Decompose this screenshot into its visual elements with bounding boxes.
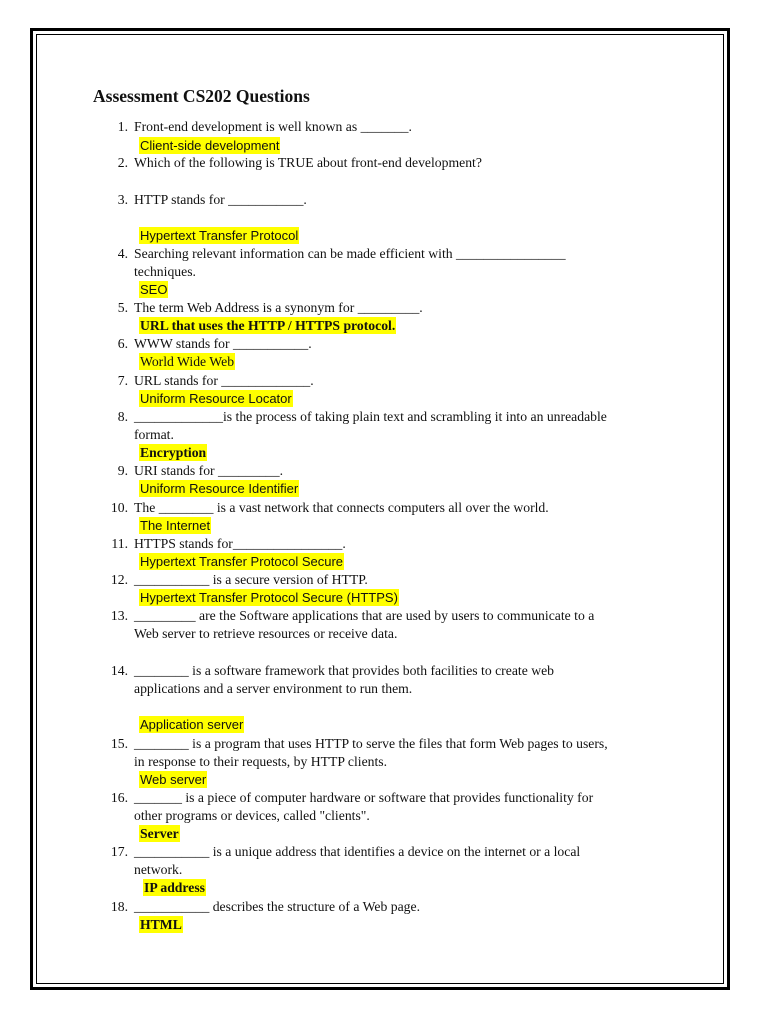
question-number: 14. [110,663,128,678]
answer-6: World Wide Web [140,354,235,369]
answer-4: SEO [140,282,168,297]
question-text: _______ is a piece of computer hardware or software that provides functionality for other programs or devices, called "clients". [134,790,594,823]
answer-17: IP address [144,880,205,895]
answer-9: Uniform Resource Identifier [140,481,299,496]
question-text: URI stands for _________. [134,463,284,478]
question-number: 18. [110,899,128,914]
question-number: 3. [117,192,128,207]
question-number: 11. [111,536,128,551]
answer-3: Hypertext Transfer Protocol [140,228,299,243]
question-number: 13. [110,608,128,623]
answer-1: Client-side development [140,138,280,153]
question-number: 15. [110,736,128,751]
question-text: The ________ is a vast network that connects computers all over the world. [134,500,549,515]
question-number: 8. [117,409,128,424]
question-number: 5. [117,300,128,315]
question-number: 17. [110,844,128,859]
question-text: ___________ is a unique address that identifies a device on the internet or a local network. [134,844,581,877]
answer-8: Encryption [140,445,207,460]
question-number: 10. [110,500,128,515]
answer-11: Hypertext Transfer Protocol Secure [140,554,344,569]
question-text: WWW stands for ___________. [134,336,312,351]
answer-18: HTML [140,917,182,932]
question-number: 12. [110,572,128,587]
question-text: ________ is a program that uses HTTP to serve the files that form Web pages to users, in response to their requests, by HTTP clients. [134,736,608,769]
answer-16: Server [140,826,179,841]
question-text: _____________is the process of taking plain text and scrambling it into an unreadable format. [134,409,607,442]
question-text: URL stands for _____________. [134,373,314,388]
question-number: 16. [110,790,128,805]
question-number: 1. [117,119,128,134]
question-text: Front-end development is well known as _______. [134,119,412,134]
answer-15: Web server [140,772,207,787]
page-title: Assessment CS202 Questions [93,86,310,106]
question-text: HTTP stands for ___________. [134,192,307,207]
question-number: 6. [117,336,128,351]
question-text: HTTPS stands for________________. [134,536,346,551]
question-text: ________ is a software framework that provides both facilities to create web applications and a server environment to run them. [134,663,554,696]
question-number: 9. [117,463,128,478]
question-text: ___________ describes the structure of a Web page. [134,899,420,914]
question-number: 2. [117,155,128,170]
question-text: The term Web Address is a synonym for _________. [134,300,423,315]
question-text: ___________ is a secure version of HTTP. [134,572,368,587]
question-text: _________ are the Software applications that are used by users to communicate to a Web server to retrieve resources or receive data. [134,608,595,641]
answer-7: Uniform Resource Locator [140,391,292,406]
question-number: 4. [117,246,128,261]
answer-12: Hypertext Transfer Protocol Secure (HTTPS) [140,590,398,605]
question-text: Which of the following is TRUE about front-end development? [134,155,482,170]
answer-14: Application server [140,717,244,732]
question-text: Searching relevant information can be made efficient with ________________ techniques. [134,246,566,279]
answer-10: The Internet [140,518,211,533]
answer-5: URL that uses the HTTP / HTTPS protocol. [140,318,396,333]
question-number: 7. [117,373,128,388]
